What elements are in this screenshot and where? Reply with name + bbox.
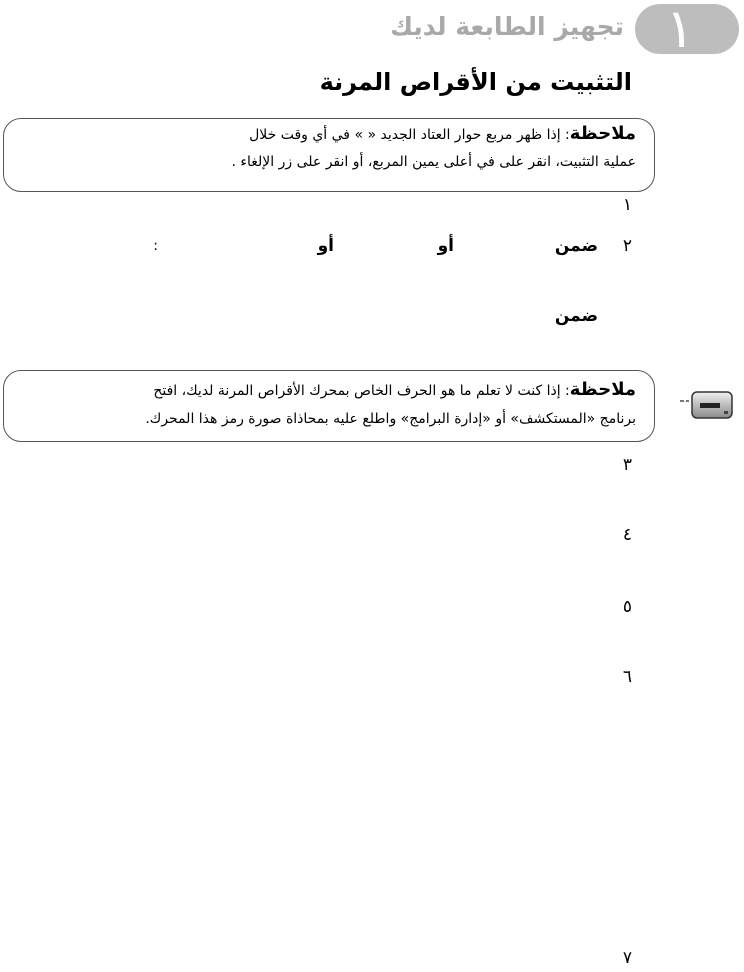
step-2-within-2: ضمن — [554, 306, 598, 326]
chapter-title: تجهيز الطابعة لديك — [390, 12, 624, 41]
floppy-drive-icon — [678, 388, 734, 422]
note-2-line-1 — [153, 380, 636, 401]
step-number-1: ١ — [622, 195, 632, 215]
step-2-or-2: أو — [317, 236, 334, 256]
note-2-text-2: برنامج «المستكشف» أو «إدارة البرامج» واطلع عليه بمحاذاة صورة رمز هذا المحرك. — [145, 411, 636, 427]
step-number-6: ٦ — [622, 667, 632, 687]
step-number-7: ٧ — [622, 948, 632, 968]
note-1-text-2: عملية التثبيت، انقر على في أعلى يمين المربع، أو انقر على زر الإلغاء . — [231, 154, 636, 170]
note-1-label: ملاحظة — [569, 123, 636, 144]
note-2-text-1: : إذا كنت لا تعلم ما هو الحرف الخاص بمحرك الأقراص المرنة لديك، افتح — [153, 383, 570, 399]
step-number-4: ٤ — [622, 525, 632, 545]
step-2-or-1: أو — [437, 236, 454, 256]
section-title: التثبيت من الأقراص المرنة — [319, 68, 632, 96]
step-number-5: ٥ — [622, 597, 632, 617]
step-2-within: ضمن — [554, 236, 598, 256]
chapter-number: ١ — [665, 0, 695, 60]
step-number-2: ٢ — [622, 236, 632, 256]
note-2-label: ملاحظة — [569, 379, 636, 400]
step-number-3: ٣ — [622, 455, 632, 475]
note-1-line-2 — [232, 152, 636, 172]
step-2-colon: : — [153, 238, 158, 254]
note-1-text-1: : إذا ظهر مربع حوار العتاد الجديد « » في أي وقت خلال — [249, 127, 570, 143]
note-1-line-1 — [249, 124, 636, 145]
note-2-line-2 — [145, 409, 636, 429]
